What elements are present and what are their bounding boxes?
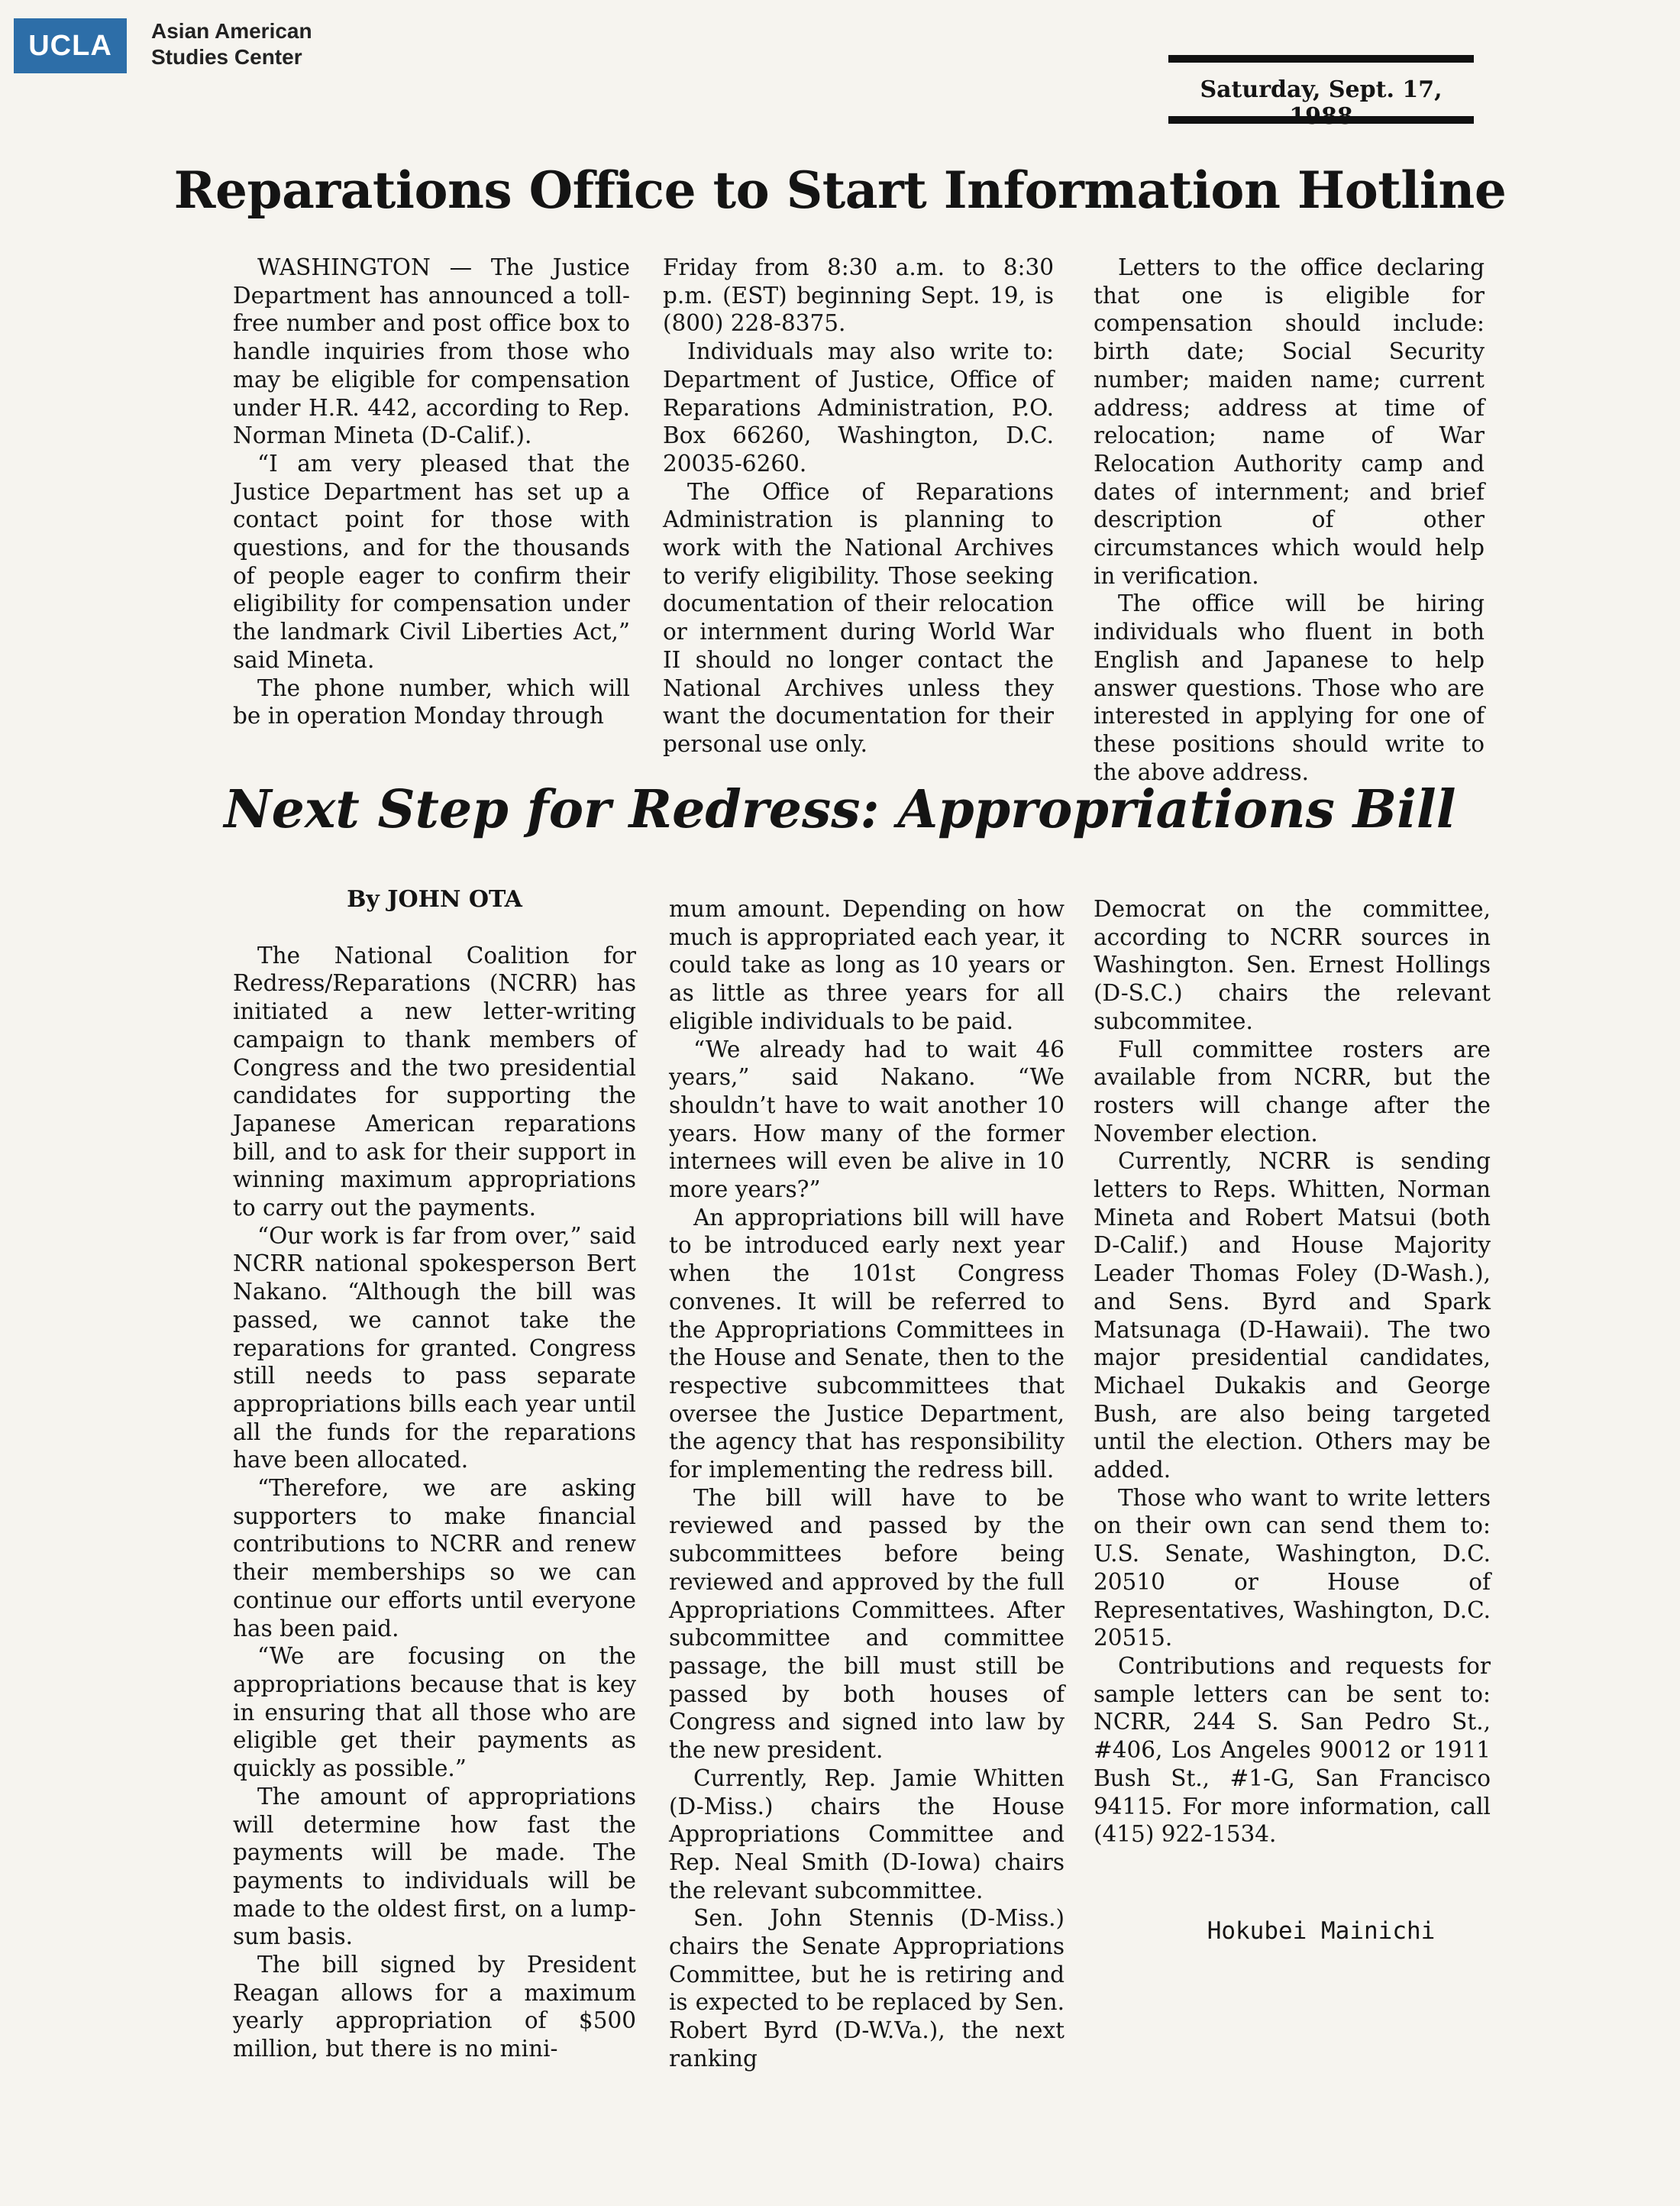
article2-col1-p2: “Our work is far from over,” said NCRR national spokesperson Bert Nakano. “Although the bill was passed, we cannot take the reparations for granted. Congress still needs to pass separate appropriations bills each year until all the funds for the reparations have been allocated. (233, 1222, 636, 1473)
article1-col1-p2: “I am very pleased that the Justice Department has set up a contact point for those with questions, and for the thousands of people eager to confirm their eligibility for compensation under the landmark Civil Liberties Act,” said Mineta. (233, 450, 630, 673)
source-credit: Hokubei Mainichi (1207, 1917, 1436, 1945)
article2-col2-p5: Currently, Rep. Jamie Whitten (D-Miss.) chairs the House Appropriations Committee and Rep. Neal Smith (D-Iowa) chairs the relevant subcommittee. (669, 1764, 1065, 1904)
article2-col2-p1: mum amount. Depending on how much is appropriated each year, it could take as long as 10 years or as little as three years for all eligible individuals to be paid. (669, 896, 1065, 1034)
article1-col3-p2: The office will be hiring individuals who fluent in both English and Japanese to help answer questions. Those who are interested in applying for one of these positions should write to the above address. (1094, 590, 1485, 785)
article1-col2-p2: Individuals may also write to: Department of Justice, Office of Reparations Administration, P.O. Box 66260, Washington, D.C. 20035-6260. (663, 338, 1054, 477)
article2-column-3 (1094, 895, 1491, 1849)
center-name (151, 18, 350, 70)
ucla-logo: UCLA (14, 18, 127, 73)
article2-col3-p1: Democrat on the committee, according to NCRR sources in Washington. Sen. Ernest Hollings (D-S.C.) chairs the relevant subcommitee. (1094, 896, 1491, 1034)
date-top-rule (1168, 55, 1474, 63)
article1-headline: Reparations Office to Start Information Hotline (173, 160, 1507, 220)
article2-col2-p3: An appropriations bill will have to be introduced early next year when the 101st Congress convenes. It will be referred to the Appropriations Committees in the House and Senate, then to the respective subcommittees that oversee the Justice Department, the agency that has responsibility for implementing the redress bill. (669, 1204, 1065, 1483)
dateline: Saturday, Sept. 17, (1200, 76, 1443, 103)
byline: By JOHN OTA (347, 886, 522, 913)
article2-col1-p6: The bill signed by President Reagan allows for a maximum yearly appropriation of $500 million, but there is no mini- (233, 1952, 636, 2062)
article1-col2-p1: Friday from 8:30 a.m. to 8:30 p.m. (EST) beginning Sept. 19, is (800) 228-8375. (663, 254, 1054, 337)
article2-column-1 (233, 886, 636, 2063)
date-bottom-rule (1168, 116, 1474, 124)
article2-col1-p4: “We are focusing on the appropriations because that is key in ensuring that all those who are eligible get their payments as quickly as possible.” (233, 1643, 636, 1782)
article1-col3-p1: Letters to the office declaring that one is eligible for compensation should include: birth date; Social Security number; maiden name; current address; address at time of relocation; name of War Relocation Authority camp and dates of internment; and brief description of other circumstances which would help in verification. (1094, 254, 1485, 589)
article1-column-3 (1094, 254, 1485, 786)
article2-col3-p2: Full committee rosters are available from NCRR, but the rosters will change after the November election. (1094, 1036, 1491, 1147)
article2-col3-p4: Those who want to write letters on their own can send them to: U.S. Senate, Washington, D.C. 20510 or House of Representatives, Washington, D.C. 20515. (1094, 1484, 1491, 1651)
article2-col1-p3: “Therefore, we are asking supporters to make financial contributions to NCRR and renew their memberships so we can continue our efforts until everyone has been paid. (233, 1475, 636, 1642)
article2-headline: Next Step for Redress: Appropriations Bill (224, 779, 1456, 840)
article2-col3-p5: Contributions and requests for sample letters can be sent to: NCRR, 244 S. San Pedro St., #406, Los Angeles 90012 or 1911 Bush St., #1-G, San Francisco 94115. For more information, call (415) 922-1534. (1094, 1652, 1491, 1848)
article1-col2-p3: The Office of Reparations Administration is planning to work with the National Archives to verify eligibility. Those seeking documentation of their relocation or internment during World War II should no longer contact the National Archives unless they want the documentation for their personal use only. (663, 478, 1054, 757)
center-name-line1: Asian American (151, 19, 312, 43)
article2-col2-p2: “We already had to wait 46 years,” said Nakano. “We shouldn’t have to wait another 10 years. How many of the former internees will even be alive in 10 more years?” (669, 1036, 1065, 1203)
article2-column-2 (669, 895, 1065, 2073)
article1-col1-p1: WASHINGTON — The Justice Department has announced a toll-free number and post office box to handle inquiries from those who may be eligible for compensation under H.R. 442, according to Rep. Norman Mineta (D-Calif.). (233, 254, 630, 449)
article2-col3-p3: Currently, NCRR is sending letters to Reps. Whitten, Norman Mineta and Robert Matsui (both D-Calif.) and House Majority Leader Thomas Foley (D-Wash.), and Sens. Byrd and Spark Matsunaga (D-Hawaii). The two major presidential candidates, Michael Dukakis and George Bush, are also being targeted until the election. Others may be added. (1094, 1148, 1491, 1483)
article1-column-2 (663, 254, 1054, 759)
article2-col1-p5: The amount of appropriations will determine how fast the payments will be made. The payments to individuals will be made to the oldest first, on a lump-sum basis. (233, 1783, 636, 1950)
article1-col1-p3: The phone number, which will be in operation Monday through (233, 674, 630, 729)
article2-col2-p4: The bill will have to be reviewed and passed by the subcommittees before being reviewed and approved by the full Appropriations Committees. After subcommittee and committee passage, the bill must still be passed by both houses of Congress and signed into law by the new president. (669, 1484, 1065, 1764)
article2-col1-p1: The National Coalition for Redress/Reparations (NCRR) has initiated a new letter-writing campaign to thank members of Congress and the two presidential candidates for supporting the Japanese American reparations bill, and to ask for their support in winning maximum appropriations to carry out the payments. (233, 942, 636, 1221)
article1-column-1 (233, 254, 630, 730)
article2-col2-p6: Sen. John Stennis (D-Miss.) chairs the Senate Appropriations Committee, but he is retiring and is expected to be replaced by Sen. Robert Byrd (D-W.Va.), the next ranking (669, 1905, 1065, 2072)
center-name-line2: Studies Center (151, 45, 302, 69)
